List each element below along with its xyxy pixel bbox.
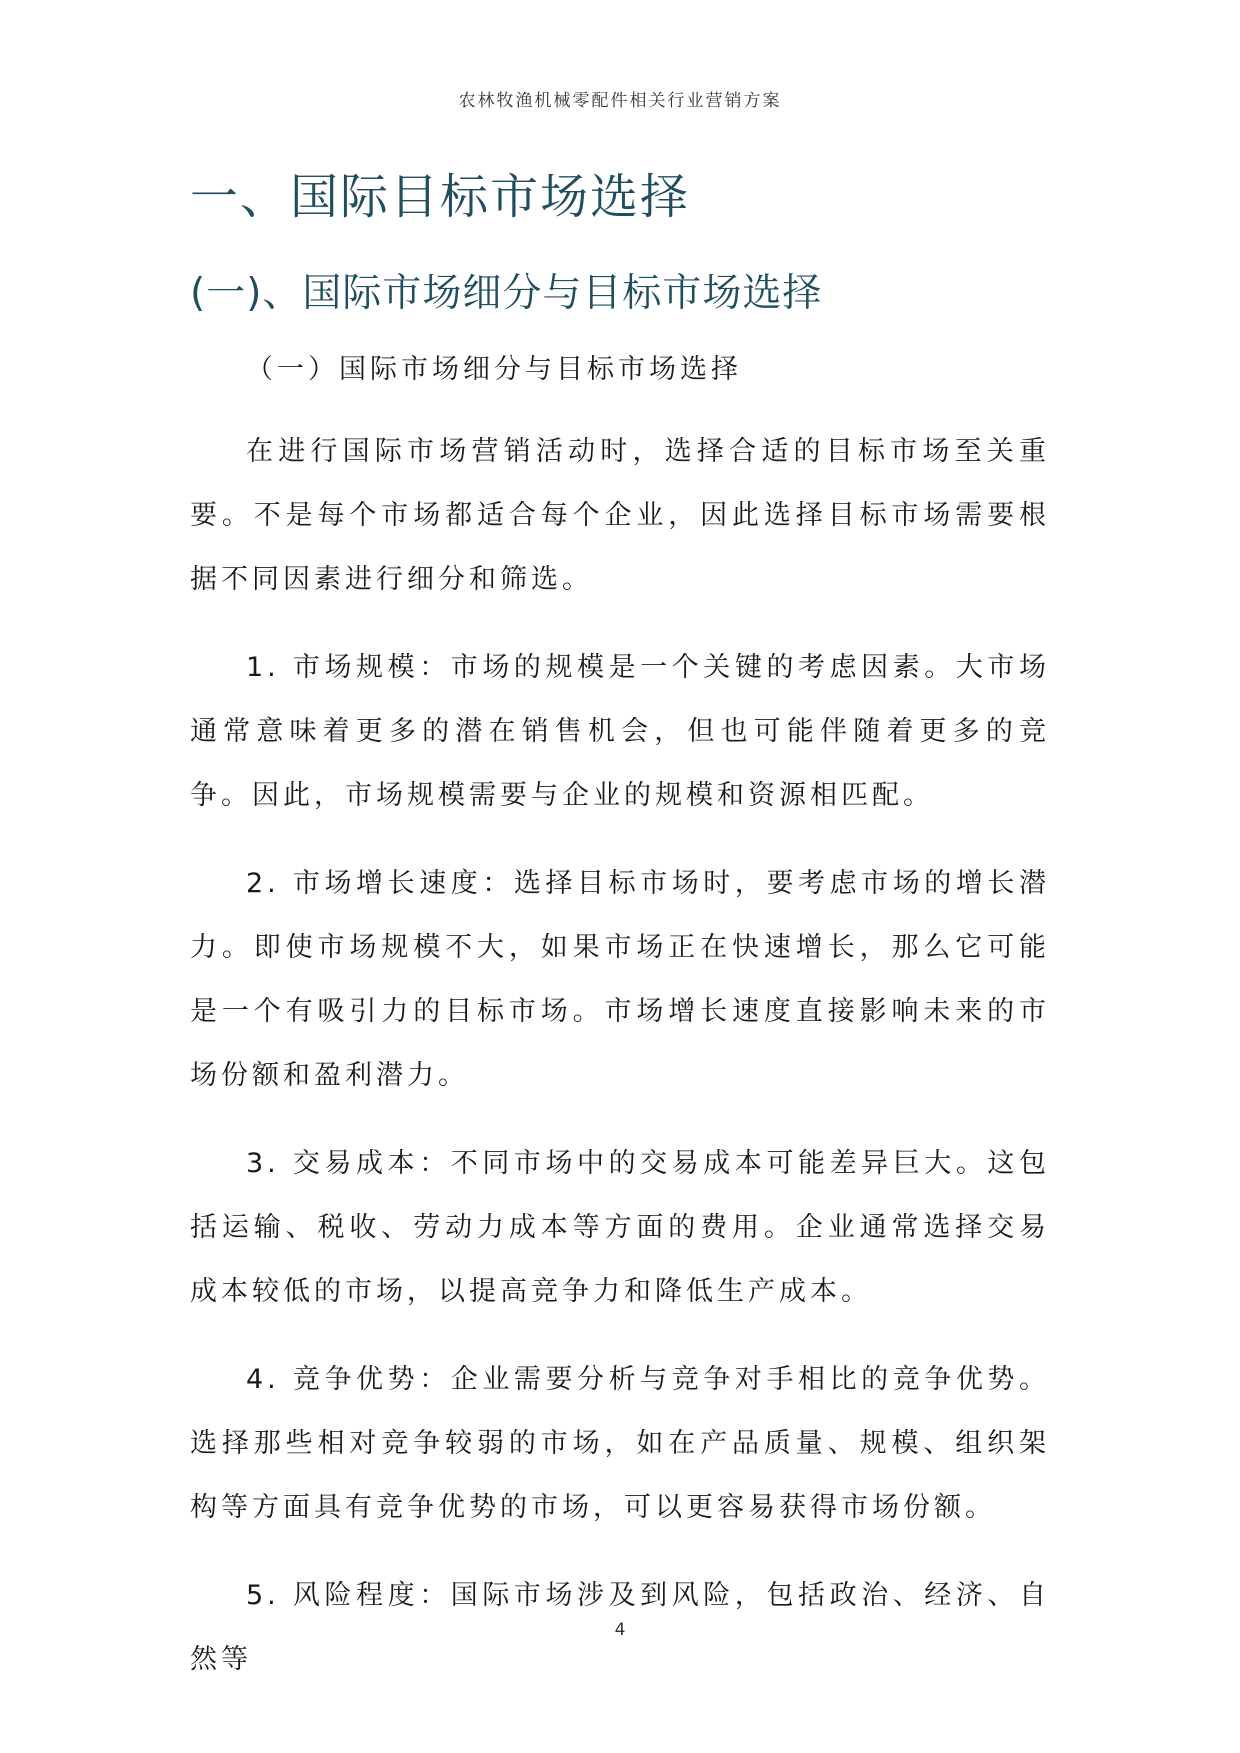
page-number: 4 [614, 1620, 626, 1640]
section-heading: (一)、国际市场细分与目标市场选择 [190, 271, 823, 316]
paragraph: 2. 市场增长速度：选择目标市场时，要考虑市场的增长潜力。即使市场规模不大，如果市场正在快速增长，那么它可能是一个有吸引力的目标市场。市场增长速度直接影响未来的市场份额和盈利潜力。 [190, 868, 1050, 1091]
paragraph: 1. 市场规模：市场的规模是一个关键的考虑因素。大市场通常意味着更多的潜在销售机会，但也可能伴随着更多的竞争。因此，市场规模需要与企业的规模和资源相匹配。 [190, 652, 1050, 811]
running-header: 农林牧渔机械零配件相关行业营销方案 [458, 91, 782, 111]
paragraph: 4. 竞争优势：企业需要分析与竞争对手相比的竞争优势。选择那些相对竞争较弱的市场，如在产品质量、规模、组织架构等方面具有竞争优势的市场，可以更容易获得市场份额。 [190, 1364, 1050, 1523]
paragraph: 在进行国际市场营销活动时，选择合适的目标市场至关重要。不是每个市场都适合每个企业，因此选择目标市场需要根据不同因素进行细分和筛选。 [190, 436, 1050, 595]
paragraph: 5. 风险程度：国际市场涉及到风险，包括政治、经济、自然等 [190, 1580, 1050, 1675]
chapter-heading: 一、国际目标市场选择 [190, 169, 691, 225]
body-text [190, 338, 1050, 1716]
paragraph: 3. 交易成本：不同市场中的交易成本可能差异巨大。这包括运输、税收、劳动力成本等方面的费用。企业通常选择交易成本较低的市场，以提高竞争力和降低生产成本。 [190, 1148, 1050, 1307]
subsection-title: （一）国际市场细分与目标市场选择 [246, 354, 742, 385]
